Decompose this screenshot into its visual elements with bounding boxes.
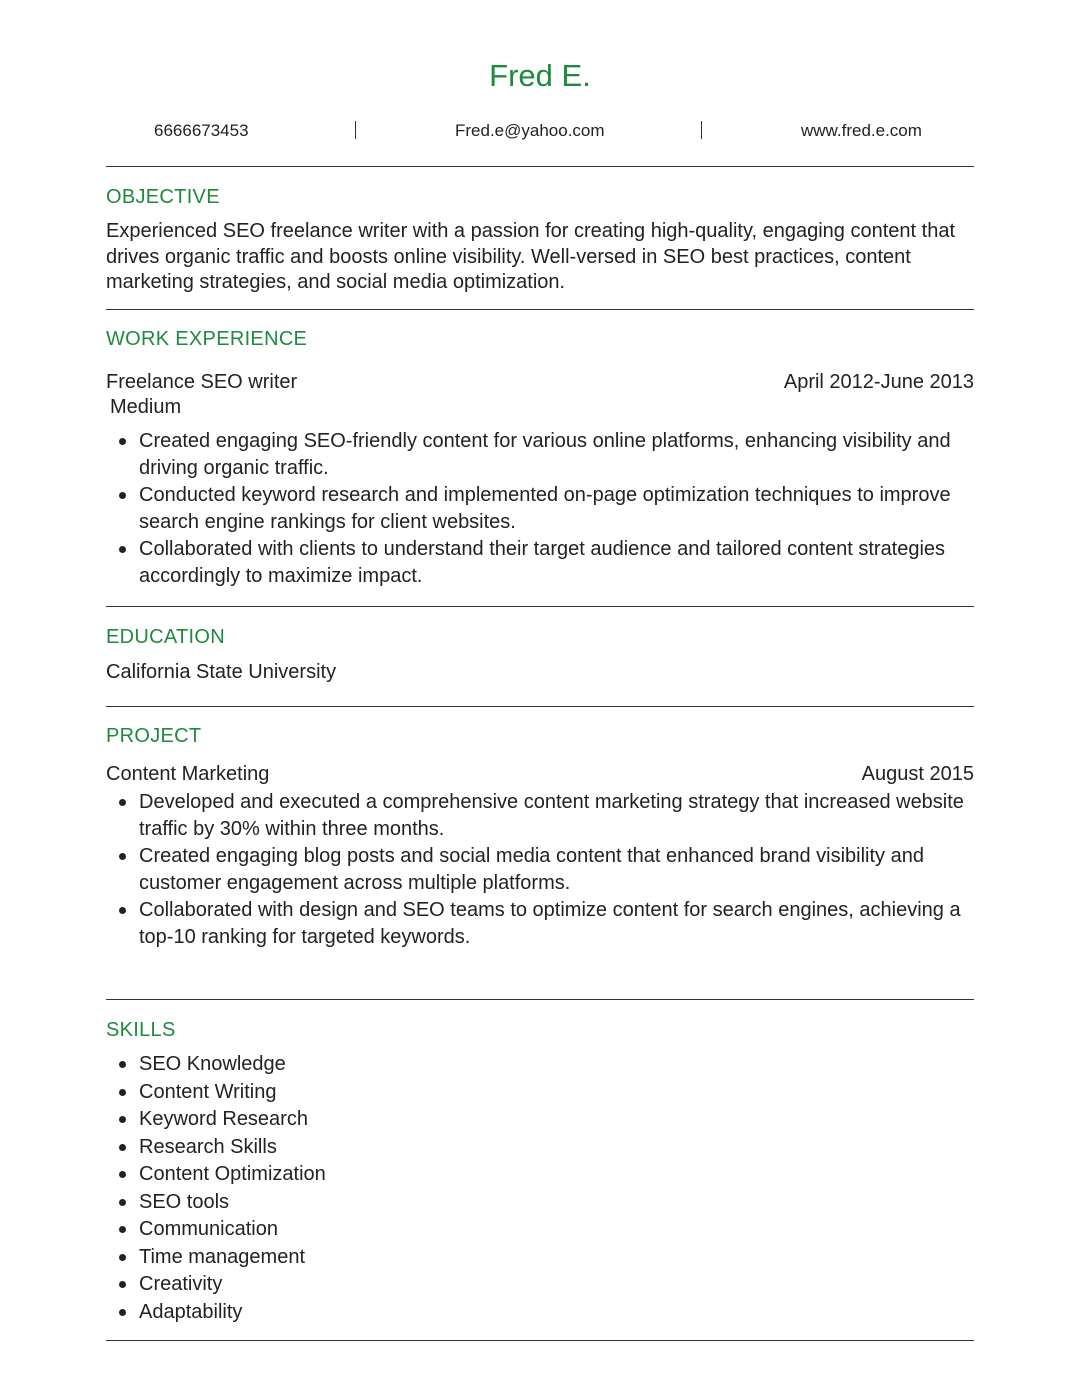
job-role: Freelance SEO writer	[106, 371, 298, 393]
job-dates: April 2012-June 2013	[783, 371, 974, 393]
job-header	[106, 370, 974, 395]
section-divider	[106, 1340, 974, 1341]
contact-separator	[355, 121, 356, 139]
objective-heading: OBJECTIVE	[106, 186, 220, 208]
skill-item: Communication	[106, 1216, 974, 1244]
job-company: Medium	[110, 396, 182, 418]
list-item: Collaborated with design and SEO teams to optimize content for search engines, achieving a top-10 ranking for targeted keywords.	[106, 897, 974, 951]
education-school: California State University	[106, 661, 337, 683]
project-date: August 2015	[861, 763, 974, 785]
list-item: Conducted keyword research and implemented on-page optimization techniques to improve search engine rankings for client websites.	[106, 482, 974, 536]
skills-heading: SKILLS	[106, 1019, 176, 1041]
skill-item: Content Writing	[106, 1079, 974, 1107]
skill-item: Creativity	[106, 1271, 974, 1299]
skill-item: Time management	[106, 1244, 974, 1272]
skill-item: Adaptability	[106, 1299, 974, 1327]
contact-separator	[701, 121, 702, 139]
education-heading: EDUCATION	[106, 626, 225, 648]
section-divider	[106, 166, 974, 167]
section-divider	[106, 309, 974, 310]
list-item: Collaborated with clients to understand their target audience and tailored content strategies accordingly to maximize impact.	[106, 536, 974, 590]
project-name: Content Marketing	[106, 763, 270, 785]
candidate-name: Fred E.	[489, 58, 591, 93]
contact-email: Fred.e@yahoo.com	[455, 121, 605, 140]
section-divider	[106, 606, 974, 607]
project-bullets	[106, 789, 974, 951]
work-experience-heading: WORK EXPERIENCE	[106, 328, 308, 350]
contact-phone: 6666673453	[154, 121, 249, 140]
contact-website: www.fred.e.com	[801, 121, 922, 140]
skill-item: Research Skills	[106, 1134, 974, 1162]
list-item: Developed and executed a comprehensive content marketing strategy that increased website traffic by 30% within three months.	[106, 789, 974, 843]
objective-text: Experienced SEO freelance writer with a passion for creating high-quality, engaging content that drives organic traffic and boosts online visibility. Well-versed in SEO best practices, content marketing strategies, and social media optimization.	[106, 220, 956, 293]
skill-item: SEO Knowledge	[106, 1051, 974, 1079]
project-heading: PROJECT	[106, 725, 202, 747]
skill-item: Content Optimization	[106, 1161, 974, 1189]
skill-item: SEO tools	[106, 1189, 974, 1217]
work-bullets	[106, 428, 974, 590]
section-divider	[106, 999, 974, 1000]
skill-item: Keyword Research	[106, 1106, 974, 1134]
section-divider	[106, 706, 974, 707]
contact-row	[106, 119, 974, 143]
list-item: Created engaging blog posts and social media content that enhanced brand visibility and customer engagement across multiple platforms.	[106, 843, 974, 897]
project-header	[106, 762, 974, 787]
list-item: Created engaging SEO-friendly content for various online platforms, enhancing visibility and driving organic traffic.	[106, 428, 974, 482]
skills-list	[106, 1051, 974, 1326]
